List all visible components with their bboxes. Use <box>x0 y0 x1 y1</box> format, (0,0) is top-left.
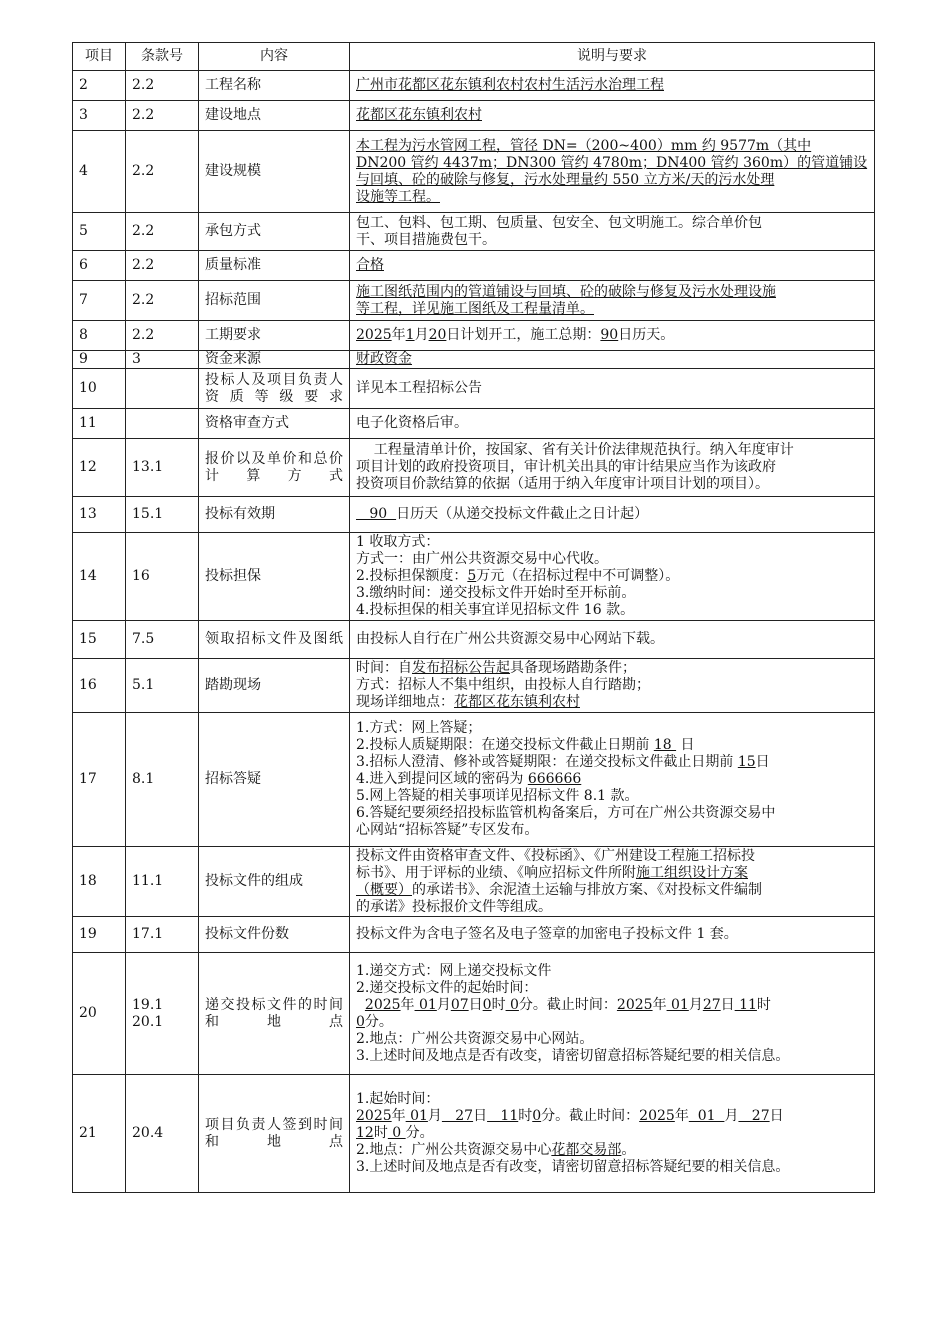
underlined-value: 666666 <box>527 771 582 787</box>
row-clause: 17.1 <box>126 917 199 953</box>
row-number: 5 <box>73 213 126 251</box>
text-segment: 2.投标担保额度： <box>356 568 468 584</box>
table-row <box>73 847 875 917</box>
row-number: 13 <box>73 497 126 533</box>
underlined-value: 20 <box>428 327 447 343</box>
text-segment: 具备现场踏勘条件； <box>510 660 636 676</box>
text-segment: 分。 <box>405 1125 434 1141</box>
text-segment: 项目计划的政府投资项目，审计机关出具的审计结果应当作为该政府 <box>356 459 776 475</box>
row-clause: 8.1 <box>126 713 199 847</box>
text-segment: 年 <box>652 996 667 1013</box>
requirement-line <box>356 138 868 155</box>
underlined-value: 90 <box>600 327 619 343</box>
row-clause: 3 <box>126 351 199 369</box>
text-segment: 时 <box>518 1108 533 1124</box>
requirement-line <box>356 107 868 124</box>
text-segment: 2.地点：广州公共资源交易中心网站。 <box>356 1030 594 1047</box>
row-number: 8 <box>73 321 126 351</box>
text-segment: 年 <box>400 996 415 1013</box>
table-row <box>73 131 875 213</box>
row-item: 项目负责人签到时间和地点 <box>199 1075 350 1193</box>
header-requirements: 说明与要求 <box>350 43 875 71</box>
text-segment: 3.缴纳时间：递交投标文件开始时至开标前。 <box>356 585 636 601</box>
underlined-value: 花都区花东镇利农村 <box>356 107 482 123</box>
text-segment: 日 <box>468 996 483 1013</box>
text-segment: 1.递交方式：网上递交投标文件 <box>356 962 552 979</box>
text-segment: 由投标人自行在广州公共资源交易中心网站下载。 <box>356 631 664 647</box>
row-number: 10 <box>73 369 126 409</box>
row-requirements <box>350 71 875 101</box>
requirement-line <box>356 459 868 476</box>
text-segment: 日历天（从递交投标文件截止之日计起） <box>396 506 649 522</box>
underlined-value: 2025 <box>364 996 401 1013</box>
row-requirements <box>350 369 875 409</box>
requirement-line <box>356 865 868 882</box>
row-requirements <box>350 409 875 439</box>
requirement-line <box>356 585 868 602</box>
row-item: 工程名称 <box>199 71 350 101</box>
row-requirements <box>350 131 875 213</box>
underlined-value: 施工组织设计方案 <box>636 864 748 881</box>
underlined-value: 01 <box>405 1108 428 1124</box>
underlined-value: 发布招标公告起 <box>412 660 510 676</box>
underlined-value: 01 <box>414 996 437 1013</box>
underlined-value: 2025 <box>356 327 392 343</box>
underlined-value: 0 <box>505 996 519 1013</box>
underlined-value: DN200 管约 4437m；DN300 管约 4780m；DN400 管约 360m）的管道铺设 <box>356 154 868 171</box>
table-row <box>73 71 875 101</box>
table-row <box>73 917 875 953</box>
row-number: 6 <box>73 251 126 281</box>
row-number: 17 <box>73 713 126 847</box>
row-number: 9 <box>73 351 126 369</box>
row-number: 3 <box>73 101 126 131</box>
requirement-line <box>356 1159 868 1176</box>
text-segment: 时间：自 <box>356 660 412 676</box>
underlined-value: 0 <box>387 1125 406 1141</box>
table-row <box>73 1075 875 1193</box>
text-segment: 5.网上答疑的相关事项详见招标文件 8.1 款。 <box>356 788 639 804</box>
row-number: 21 <box>73 1075 126 1193</box>
text-segment: 日计划开工，施工总期： <box>446 327 601 343</box>
row-number: 15 <box>73 621 126 659</box>
table-row <box>73 213 875 251</box>
row-number: 18 <box>73 847 126 917</box>
table-row <box>73 369 875 409</box>
row-item: 投标文件份数 <box>199 917 350 953</box>
underlined-value: 1 <box>405 327 415 343</box>
row-clause: 19.1 20.1 <box>126 953 199 1075</box>
row-requirements <box>350 281 875 321</box>
requirement-line <box>356 882 868 899</box>
row-clause: 7.5 <box>126 621 199 659</box>
requirement-line <box>356 189 868 206</box>
underlined-value: 2025 <box>356 1108 392 1124</box>
requirement-line <box>356 822 868 839</box>
text-segment: 现场详细地点： <box>356 694 454 710</box>
table-row <box>73 953 875 1075</box>
table-row <box>73 497 875 533</box>
row-clause: 2.2 <box>126 321 199 351</box>
requirement-line <box>356 534 868 551</box>
requirement-line <box>356 631 868 648</box>
underlined-value: 27 <box>702 996 721 1013</box>
underlined-value: 本工程为污水管网工程，管径 DN=（200~400）mm 约 9577m（其中 <box>356 137 812 154</box>
underlined-value: 2025 <box>639 1108 675 1124</box>
table-row <box>73 713 875 847</box>
row-item: 建设规模 <box>199 131 350 213</box>
requirement-line <box>356 351 868 368</box>
text-segment: 的承诺》投标报价文件等组成。 <box>356 898 552 915</box>
requirement-line <box>356 551 868 568</box>
row-requirements <box>350 533 875 621</box>
text-segment: 心网站“招标答疑”专区发布。 <box>356 822 539 838</box>
row-clause <box>126 409 199 439</box>
requirement-line <box>356 301 868 318</box>
underlined-value: 01 <box>688 1108 725 1124</box>
underlined-value: 花都区花东镇利农村 <box>454 694 580 710</box>
row-requirements <box>350 621 875 659</box>
requirement-line <box>356 155 868 172</box>
text-segment: 年 <box>391 1108 406 1124</box>
requirement-line <box>356 720 868 737</box>
text-segment: 3.上述时间及地点是否有改变，请密切留意招标答疑纪要的相关信息。 <box>356 1159 790 1175</box>
underlined-value: 27 <box>441 1108 474 1124</box>
text-segment: 分。截止时间： <box>518 996 617 1013</box>
row-item: 报价以及单价和总价计算方式 <box>199 439 350 497</box>
row-clause: 2.2 <box>126 71 199 101</box>
requirement-line <box>356 232 868 249</box>
row-requirements <box>350 213 875 251</box>
text-segment: 1.起始时间： <box>356 1091 440 1107</box>
underlined-value: 与回填、砼的破除与修复，污水处理量约 550 立方米/天的污水处理 <box>356 171 775 188</box>
row-number: 14 <box>73 533 126 621</box>
underlined-value: 0 <box>532 1108 542 1124</box>
text-segment: 月 <box>688 996 703 1013</box>
row-number: 2 <box>73 71 126 101</box>
requirement-line <box>356 602 868 619</box>
requirement-line <box>356 1048 868 1065</box>
table-header-row <box>73 43 875 71</box>
text-segment: 1 收取方式： <box>356 534 440 550</box>
row-requirements <box>350 953 875 1075</box>
text-segment: 标书》、用于评标的业绩、《响应招标文件所附 <box>356 864 636 881</box>
requirement-line <box>356 660 868 677</box>
text-segment: 月 <box>724 1108 739 1124</box>
requirement-line <box>356 506 868 523</box>
table-row <box>73 321 875 351</box>
header-content: 内容 <box>199 43 350 71</box>
requirement-line <box>356 1125 868 1142</box>
row-clause: 2.2 <box>126 281 199 321</box>
row-requirements <box>350 101 875 131</box>
row-requirements <box>350 847 875 917</box>
row-item: 投标文件的组成 <box>199 847 350 917</box>
requirement-line <box>356 848 868 865</box>
text-segment: 分。 <box>364 1013 393 1030</box>
text-segment: 2.地点：广州公共资源交易中心 <box>356 1142 552 1158</box>
row-item: 递交投标文件的时间和地点 <box>199 953 350 1075</box>
row-item: 投标担保 <box>199 533 350 621</box>
row-requirements <box>350 251 875 281</box>
text-segment: 时 <box>491 996 506 1013</box>
row-item: 承包方式 <box>199 213 350 251</box>
text-segment <box>356 997 365 1013</box>
requirement-line <box>356 805 868 822</box>
table-row <box>73 533 875 621</box>
requirement-line <box>356 476 868 493</box>
text-segment: 工程量清单计价，按国家、省有关计价法律规范执行。纳入年度审计 <box>356 442 794 458</box>
text-segment: 4.投标担保的相关事宜详见招标文件 16 款。 <box>356 602 635 618</box>
table-row <box>73 251 875 281</box>
requirement-line <box>356 1031 868 1048</box>
text-segment: 日 <box>720 996 735 1013</box>
requirement-line <box>356 754 868 771</box>
row-number: 16 <box>73 659 126 713</box>
underlined-value: 等工程，详见施工图纸及工程量清单。 <box>356 300 594 317</box>
row-requirements <box>350 439 875 497</box>
requirement-line <box>356 771 868 788</box>
text-segment: 方式一：由广州公共资源交易中心代收。 <box>356 551 608 567</box>
underlined-value: 广州市花都区花东镇利农村农村生活污水治理工程 <box>356 77 664 93</box>
table-row <box>73 101 875 131</box>
requirement-line <box>356 442 868 459</box>
text-segment: 1.方式：网上答疑； <box>356 720 482 736</box>
row-requirements <box>350 321 875 351</box>
requirement-line <box>356 1091 868 1108</box>
text-segment: 月 <box>436 996 451 1013</box>
requirement-line <box>356 694 868 711</box>
row-number: 11 <box>73 409 126 439</box>
row-item: 质量标准 <box>199 251 350 281</box>
requirement-line <box>356 415 868 432</box>
underlined-value: 11 <box>734 996 757 1013</box>
text-segment: 。 <box>621 1142 636 1158</box>
row-item: 领取招标文件及图纸 <box>199 621 350 659</box>
text-segment: 月 <box>427 1108 442 1124</box>
text-segment: 2.递交投标文件的起始时间： <box>356 979 538 996</box>
text-segment: 月 <box>414 327 429 343</box>
table-row <box>73 351 875 369</box>
row-number: 12 <box>73 439 126 497</box>
header-item-no: 项目 <box>73 43 126 71</box>
row-clause: 5.1 <box>126 659 199 713</box>
underlined-value: 2025 <box>616 996 653 1013</box>
row-requirements <box>350 659 875 713</box>
text-segment: 日 <box>473 1108 488 1124</box>
text-segment: 投标文件为含电子签名及电子签章的加密电子投标文件 1 套。 <box>356 926 738 942</box>
row-clause: 2.2 <box>126 131 199 213</box>
row-requirements <box>350 713 875 847</box>
underlined-value: 07 <box>450 996 469 1013</box>
underlined-value: 12 <box>356 1125 374 1141</box>
text-segment: 6.答疑纪要须经招投标监管机构备案后，方可在广州公共资源交易中 <box>356 805 776 821</box>
table-row <box>73 439 875 497</box>
text-segment: 时 <box>756 996 771 1013</box>
requirement-line <box>356 327 868 344</box>
requirement-line <box>356 1108 868 1125</box>
table-row <box>73 621 875 659</box>
requirement-line <box>356 172 868 189</box>
underlined-value: 0 <box>356 1013 365 1030</box>
underlined-value: 0 <box>482 996 492 1013</box>
row-item: 招标范围 <box>199 281 350 321</box>
text-segment: 日 <box>676 737 695 753</box>
row-item: 工期要求 <box>199 321 350 351</box>
text-segment: 日历天。 <box>618 327 675 343</box>
row-item: 建设地点 <box>199 101 350 131</box>
requirement-line <box>356 737 868 754</box>
requirement-line <box>356 788 868 805</box>
underlined-value: 合格 <box>356 257 384 273</box>
text-segment: 干、项目措施费包干。 <box>356 231 496 248</box>
underlined-value: 01 <box>666 996 689 1013</box>
row-number: 19 <box>73 917 126 953</box>
underlined-value: 18 <box>653 737 677 753</box>
text-segment: 3.招标人澄清、修补或答疑期限：在递交投标文件截止日期前 <box>356 754 738 770</box>
text-segment: 4.进入到提问区域的密码为 <box>356 771 528 787</box>
requirement-line <box>356 215 868 232</box>
row-item: 资格审查方式 <box>199 409 350 439</box>
text-segment: 包工、包料、包工期、包质量、包安全、包文明施工。综合单价包 <box>356 214 762 231</box>
row-item: 资金来源 <box>199 351 350 369</box>
text-segment: 万元（在招标过程中不可调整）。 <box>476 568 680 584</box>
underlined-value: （概要） <box>356 881 412 898</box>
requirement-line <box>356 899 868 916</box>
underlined-value: 15 <box>737 754 756 770</box>
row-clause: 2.2 <box>126 251 199 281</box>
text-segment: 投标文件由资格审查文件、《投标函》、《广州建设工程施工招标投 <box>356 847 755 864</box>
row-requirements <box>350 1075 875 1193</box>
requirement-line <box>356 77 868 94</box>
row-number: 20 <box>73 953 126 1075</box>
table-row <box>73 281 875 321</box>
row-item: 踏勘现场 <box>199 659 350 713</box>
requirement-line <box>356 568 868 585</box>
text-segment: 投资项目价款结算的依据（适用于纳入年度审计项目计划的项目）。 <box>356 476 769 492</box>
row-number: 7 <box>73 281 126 321</box>
underlined-value: 施工图纸范围内的管道铺设与回填、砼的破除与修复及污水处理设施 <box>356 283 776 300</box>
requirement-line <box>356 257 868 274</box>
table-row <box>73 409 875 439</box>
text-segment: 2.投标人质疑期限：在递交投标文件截止日期前 <box>356 737 654 753</box>
row-clause: 2.2 <box>126 101 199 131</box>
text-segment: 分。截止时间： <box>541 1108 640 1124</box>
underlined-value: 财政资金 <box>356 351 412 367</box>
row-clause: 15.1 <box>126 497 199 533</box>
requirement-line <box>356 926 868 943</box>
text-segment: 电子化资格后审。 <box>356 415 468 431</box>
requirement-line <box>356 677 868 694</box>
requirement-line <box>356 1014 868 1031</box>
underlined-value: 27 <box>738 1108 770 1124</box>
text-segment: 年 <box>391 327 406 343</box>
requirement-line <box>356 380 868 397</box>
row-clause: 11.1 <box>126 847 199 917</box>
text-segment: 日 <box>755 754 770 770</box>
row-requirements <box>350 351 875 369</box>
header-clause: 条款号 <box>126 43 199 71</box>
row-clause: 2.2 <box>126 213 199 251</box>
table-body <box>73 71 875 1193</box>
requirement-line <box>356 997 868 1014</box>
underlined-value: 5 <box>467 568 477 584</box>
underlined-value: 设施等工程。 <box>356 188 440 205</box>
row-requirements <box>350 497 875 533</box>
text-segment: 详见本工程招标公告 <box>356 380 482 396</box>
requirement-line <box>356 1142 868 1159</box>
requirement-line <box>356 980 868 997</box>
row-number: 4 <box>73 131 126 213</box>
row-clause: 20.4 <box>126 1075 199 1193</box>
row-clause: 16 <box>126 533 199 621</box>
text-segment: 3.上述时间及地点是否有改变，请密切留意招标答疑纪要的相关信息。 <box>356 1047 790 1064</box>
row-item: 投标有效期 <box>199 497 350 533</box>
row-item: 招标答疑 <box>199 713 350 847</box>
row-clause <box>126 369 199 409</box>
text-segment: 日 <box>769 1108 784 1124</box>
requirement-line <box>356 963 868 980</box>
text-segment: 的承诺书》、余泥渣土运输与排放方案、《对投标文件编制 <box>412 881 762 898</box>
underlined-value: 花都交易部 <box>551 1142 622 1158</box>
bid-data-table <box>72 42 875 1193</box>
underlined-value: 90 <box>356 506 397 522</box>
text-segment: 时 <box>373 1125 388 1141</box>
underlined-value: 11 <box>487 1108 519 1124</box>
table-row <box>73 659 875 713</box>
row-requirements <box>350 917 875 953</box>
row-item: 投标人及项目负责人资质等级要求 <box>199 369 350 409</box>
requirement-line <box>356 284 868 301</box>
text-segment: 年 <box>674 1108 689 1124</box>
row-clause: 13.1 <box>126 439 199 497</box>
text-segment: 方式：招标人不集中组织，由投标人自行踏勘； <box>356 677 650 693</box>
